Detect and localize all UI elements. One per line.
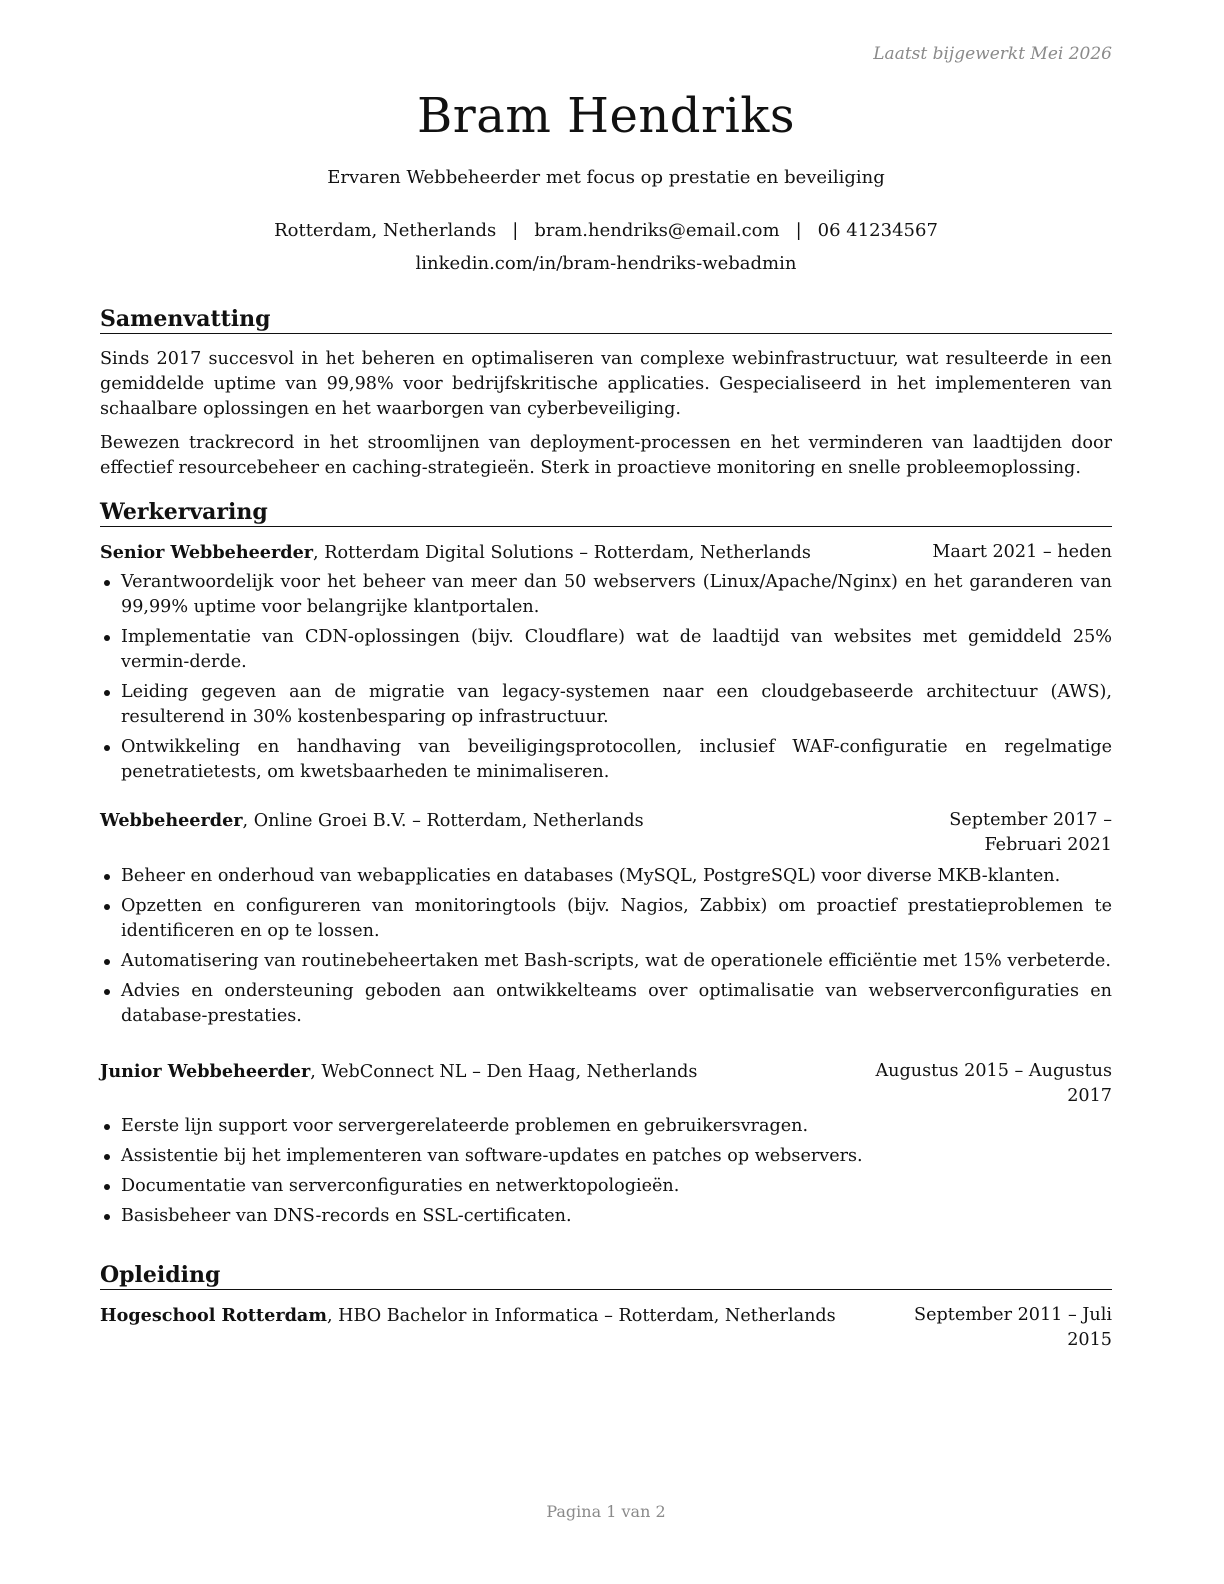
list-item: Beheer en onderhoud van webapplicaties en databases (MySQL, PostgreSQL) voor diverse MKB-klanten. xyxy=(100,864,1112,889)
summary-paragraph: Bewezen trackrecord in het stroomlijnen van deployment-processen en het verminderen van laadtijden door effectief resourcebeheer en caching-strategieën. Sterk in proactieve monitoring en snelle probleemoplossing. xyxy=(100,433,1112,478)
job-role: Junior Webbeheerder xyxy=(100,1061,311,1082)
job-bullets xyxy=(100,864,1112,1034)
job-header xyxy=(100,540,1112,566)
job-employer: , Rotterdam Digital Solutions – Rotterdam, Netherlands xyxy=(313,543,811,563)
job-role: Webbeheerder xyxy=(100,810,243,831)
summary-paragraph: Sinds 2017 succesvol in het beheren en optimaliseren van complexe webinfrastructuur, wat resulteerde in een gemiddelde uptime van 99,98% voor bedrijfskritische applicaties. Gespecialiseerd in het implementeren van schaalbare oplossingen en het waarborgen van cyberbeveiliging. xyxy=(100,349,1112,419)
list-item: Leiding gegeven aan de migratie van legacy-systemen naar een cloudgebaseerde architectuur (AWS), resulterend in 30% kostenbesparing op infrastructuur. xyxy=(100,680,1112,730)
job-role: Senior Webbeheerder xyxy=(100,542,314,563)
linkedin-link[interactable]: linkedin.com/in/bram-hendriks-webadmin xyxy=(415,253,797,274)
list-item: Eerste lijn support voor servergerelateerde problemen en gebruikersvragen. xyxy=(100,1114,1112,1139)
candidate-tagline: Ervaren Webbeheerder met focus op prestatie en beveiliging xyxy=(327,167,885,188)
last-updated-note: Laatst bijgewerkt Mei 2026 xyxy=(873,44,1112,64)
page-number: Pagina 1 van 2 xyxy=(546,1502,666,1521)
job-employer: , WebConnect NL – Den Haag, Netherlands xyxy=(310,1062,698,1082)
job-header xyxy=(100,1059,1112,1106)
job-bullets xyxy=(100,570,1112,790)
contact-separator: | xyxy=(512,220,519,241)
section-title-experience: Werkervaring xyxy=(100,499,1112,527)
list-item: Basisbeheer van DNS-records en SSL-certificaten. xyxy=(100,1204,1112,1229)
job-header xyxy=(100,808,1112,855)
list-item: Implementatie van CDN-oplossingen (bijv. Cloudflare) wat de laadtijd van websites met gemiddeld 25% vermin-derde. xyxy=(100,625,1112,675)
section-title-education: Opleiding xyxy=(100,1262,1112,1290)
job-dates: Augustus 2015 – Augustus 2017 xyxy=(875,1061,1112,1106)
contact-separator: | xyxy=(795,220,802,241)
education-dates: September 2011 – Juli 2015 xyxy=(914,1305,1112,1350)
education-degree: , HBO Bachelor in Informatica – Rotterdam, Netherlands xyxy=(326,1306,836,1326)
job-dates: Maart 2021 – heden xyxy=(932,542,1112,562)
candidate-name: Bram Hendriks xyxy=(416,88,796,144)
job-bullets xyxy=(100,1114,1112,1234)
education-school: Hogeschool Rotterdam xyxy=(100,1305,327,1326)
section-title-summary: Samenvatting xyxy=(100,306,1112,334)
job-employer: , Online Groei B.V. – Rotterdam, Netherlands xyxy=(242,811,644,831)
list-item: Advies en ondersteuning geboden aan ontwikkelteams over optimalisatie van webserverconfiguraties en database-prestaties. xyxy=(100,979,1112,1029)
list-item: Ontwikkeling en handhaving van beveiligingsprotocollen, inclusief WAF-configuratie en regelmatige penetratietests, om kwetsbaarheden te minimaliseren. xyxy=(100,735,1112,785)
list-item: Opzetten en configureren van monitoringtools (bijv. Nagios, Zabbix) om proactief prestatieproblemen te identificeren en op te lossen. xyxy=(100,894,1112,944)
contact-location: Rotterdam, Netherlands xyxy=(274,220,497,241)
contact-phone: 06 41234567 xyxy=(817,220,938,241)
contact-email[interactable]: bram.hendriks@email.com xyxy=(534,220,780,241)
education-entry xyxy=(100,1303,1112,1350)
list-item: Automatisering van routinebeheertaken met Bash-scripts, wat de operationele efficiëntie met 15% verbeterde. xyxy=(100,949,1112,974)
list-item: Assistentie bij het implementeren van software-updates en patches op webservers. xyxy=(100,1144,1112,1169)
list-item: Verantwoordelijk voor het beheer van meer dan 50 webservers (Linux/Apache/Nginx) en het garanderen van 99,99% uptime voor belangrijke klantportalen. xyxy=(100,570,1112,620)
contact-line xyxy=(100,220,1112,241)
list-item: Documentatie van serverconfiguraties en netwerktopologieën. xyxy=(100,1174,1112,1199)
resume-page xyxy=(100,0,1112,1584)
job-dates: September 2017 – Februari 2021 xyxy=(949,810,1112,855)
